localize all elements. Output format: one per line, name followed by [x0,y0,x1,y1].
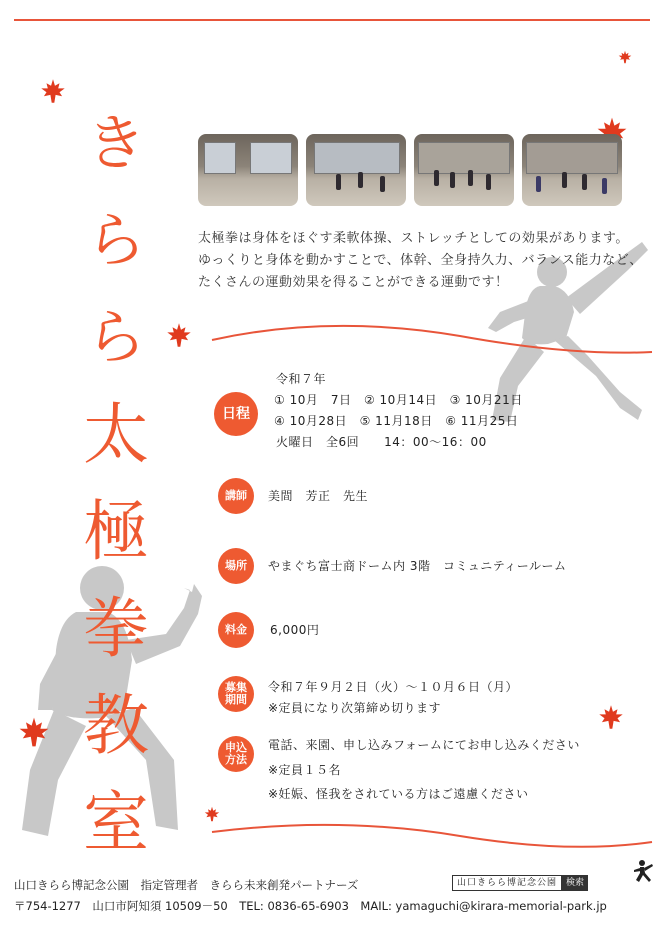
maple-leaf-icon [18,716,50,748]
intro-text [198,228,643,294]
search-input[interactable]: 山口きらら博記念公園 [452,875,562,891]
decorative-curve [210,310,654,370]
recruit-period: 令和７年９月２日（火）～１０月６日（月） [268,680,519,694]
maple-leaf-icon [618,50,632,64]
title-char: 極 [83,493,149,570]
instructor-badge: 講師 [218,478,254,514]
apply-caution: ※妊娠、怪我をされている方はご遠慮ください [268,787,529,801]
maple-leaf-icon [40,78,66,104]
apply-badge [218,736,254,772]
photo-strip [198,134,644,206]
venue-badge: 場所 [218,548,254,584]
title-char: 拳 [83,590,149,667]
footer-org: 山口きらら博記念公園 指定管理者 きらら未来創発パートナーズ [14,878,359,892]
title-char: 室 [83,784,149,861]
title-char: 教 [83,687,149,764]
instructor-name: 美間 芳正 先生 [268,489,369,503]
class-photo [522,134,622,206]
class-photo [198,134,298,206]
recruit-badge [218,676,254,712]
schedule-dates-row2: ④ 10月28日 ⑤ 11月18日 ⑥ 11月25日 [274,414,519,428]
title-char: ら [86,303,146,373]
search-button[interactable]: 検索 [562,875,588,891]
fee-badge: 料金 [218,612,254,648]
fee-value: 6,000円 [270,623,320,637]
recruit-badge-line: 募集 [225,681,247,694]
page-title [66,96,166,872]
top-divider [14,19,650,21]
recruit-note: ※定員になり次第締め切ります [268,701,442,715]
schedule-dates-row1: ① 10月 7日 ② 10月14日 ③ 10月21日 [274,393,523,407]
intro-line: たくさんの運動効果を得ることができる運動です！ [198,275,509,290]
apply-capacity: ※定員１５名 [268,763,342,777]
taichi-figure-icon [630,858,656,884]
apply-badge-line: 申込 [225,741,247,754]
search-widget[interactable] [452,875,588,891]
apply-badge-line: 方法 [225,753,247,766]
class-photo [306,134,406,206]
schedule-badge: 日程 [214,392,258,436]
apply-method: 電話、来園、申し込みフォームにてお申し込みください [268,738,580,752]
class-photo [414,134,514,206]
title-char: ら [86,206,146,276]
intro-line: ゆっくりと身体を動かすことで、体幹、全身持久力、バランス能力など、 [198,253,643,268]
intro-line: 太極拳は身体をほぐす柔軟体操、ストレッチとしての効果があります。 [198,231,629,246]
maple-leaf-icon [598,704,624,730]
schedule-time: 火曜日 全6回 14：00～16：00 [276,435,487,449]
recruit-badge-line: 期間 [225,693,247,706]
title-char: 太 [83,396,149,473]
schedule-year: 令和７年 [276,372,327,386]
title-char: き [86,109,146,179]
decorative-curve [210,816,654,866]
venue-name: やまぐち富士商ドーム内 3階 コミュニティールーム [268,559,567,573]
footer-address: 〒754-1277 山口市阿知須 10509－50 TEL: 0836-65-6903 MAIL: yamaguchi@kirara-memorial-park.jp [14,899,607,913]
maple-leaf-icon [166,322,192,348]
